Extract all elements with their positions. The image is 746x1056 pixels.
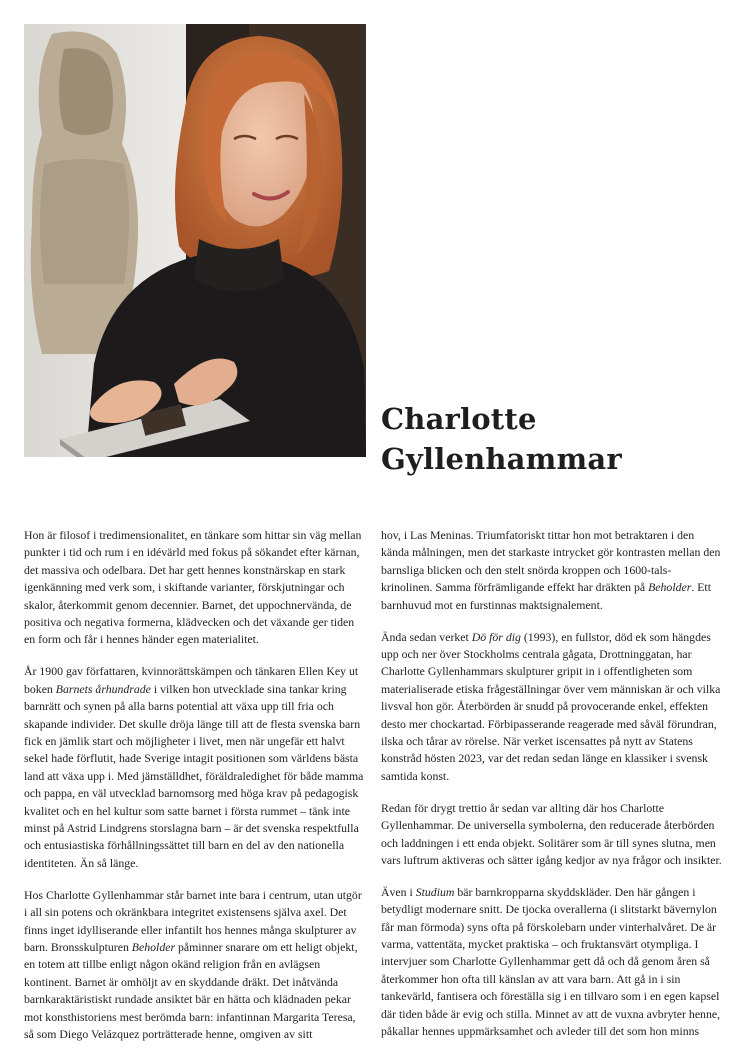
paragraph: Hon är filosof i tredimensionalitet, en tänkare som hittar sin väg mellan punkter i tid och rum i en idévärld med fokus på sökandet efter kärnan, det massiva och odelbara. Det har gett hennes konstnärskap en stark igenkänning med verk som, i skiftande varianter, förskjutningar och skalor, återkommit genom decennier. Barnet, det uppochnervända, de positiva och negativa formerna, klädvecken och det växande ger tiden en form och får i hennes händer egen materialitet. bbox=[24, 528, 362, 647]
portrait-illustration bbox=[24, 24, 366, 457]
title-line-last-name: Gyllenhammar bbox=[381, 442, 622, 477]
left-text-column bbox=[24, 527, 365, 1043]
paragraph: År 1900 gav författaren, kvinnorättskämpen och tänkaren Ellen Key ut boken Barnets århundrade i vilken hon utvecklade sina tankar kring barnrätt och synen på alla barns potential att växa upp till fria och skapande individer. Det skulle dröja länge till att de flesta svenska barn fick en jämlik start och möjligheter i livet, men när ungefär ett halvt sekel hade förflutit, hade Sverige intagit positionen som världens bästa land att växa upp i. Med jämställdhet, föräldraledighet för både mamma och pappa, en väl utvecklad barnomsorg med höga krav på pedagogisk kvalitet och en hel kultur som satte barnet i första rummet – tänk inte minst på Astrid Lindgrens storslagna barn – är det svenska respektfulla och entusiastiska förhållningssättet till barn en del av den nationella identiteten. Än så länge. bbox=[24, 664, 364, 870]
paragraph: Redan för drygt trettio år sedan var allting där hos Charlotte Gyllenhammar. De universella symbolerna, den reducerade återbörden och laddningen i ett enda objekt. Solitärer som är till synes slutna, men vars luftrum aktiveras och sätter igång kedjor av nya frågor och insikter. bbox=[381, 800, 722, 867]
paragraph: Även i Studium bär barnkropparna skyddskläder. Den här gången i betydligt modernare snitt. De tjocka overallerna (i slitstarkt bävernylon får man förmoda) syns ofta på förskolebarn under vinterhalvåret. De är varma, vattentäta, mycket praktiska – och fruktansvärt otympliga. I intervjuer som Charlotte Gyllenhammar gett då och då genom åren så återkommer hon ofta till känslan av att vara barn. Att gå in i sin tankevärld, fantisera och föreställa sig i en tillvaro som i en egen kapsel där tiden både är evig och stilla. Minnet av att de vuxna avbryter henne, påkallar hennes uppmärksamhet och avleder till det som hon minns bbox=[381, 884, 721, 1039]
title-line-first-name: Charlotte bbox=[381, 402, 537, 437]
paragraph: hov, i Las Meninas. Triumfatoriskt tittar hon mot betraktaren i den kända målningen, men det starkaste intrycket gör kontrasten mellan den barnsliga blicken och den stelt snörda kroppen och 1600-tals-krinolinen. Samma förfrämligande effekt har dräkten på Beholder. Ett barnhuvud mot en furstinnas maktsignalement. bbox=[381, 528, 721, 612]
paragraph: Ända sedan verket Dö för dig (1993), en fullstor, död ek som hängdes upp och ner över Stockholms centrala gågata, Drottninggatan, har Charlotte Gyllenhammars skulpturer gripit in i offentligheten som materialiserade etiska frågeställningar över vem människan är och vilka livsval hon gör. Återbörden är snudd på provocerande enkel, effekten desto mer chockartad. Förbipasserande reagerade med såväl förundran, ilska och tårar av rörelse. När verket iscensattes på nytt av Statens konstråd hösten 2023, var det redan sedan länge en klassiker i svensk samtida konst. bbox=[381, 629, 721, 783]
right-text-column bbox=[381, 527, 722, 1040]
portrait-photo bbox=[24, 24, 366, 457]
paragraph: Hos Charlotte Gyllenhammar står barnet inte bara i centrum, utan utgör i all sin potens och okränkbara integritet existensens själva axel. Det finns inget idylliserande eller infantilt hos hennes många skulpturer av barn. Bronsskulpturen Beholder påminner snarare om ett heligt objekt, en totem att tillbe enligt någon okänd religion från en avlägsen kontinent. Barnet är omhöljt av en skyddande dräkt. Det inåtvända barnkaraktäristiskt rundade ansiktet bär en hätta och klädnaden pekar mot konsthistoriens mest berömda barn: infantinnan Margarita Teresa, så som Diego Velázquez porträtterade henne, omgiven av sitt bbox=[24, 887, 362, 1041]
page-title bbox=[381, 399, 721, 479]
